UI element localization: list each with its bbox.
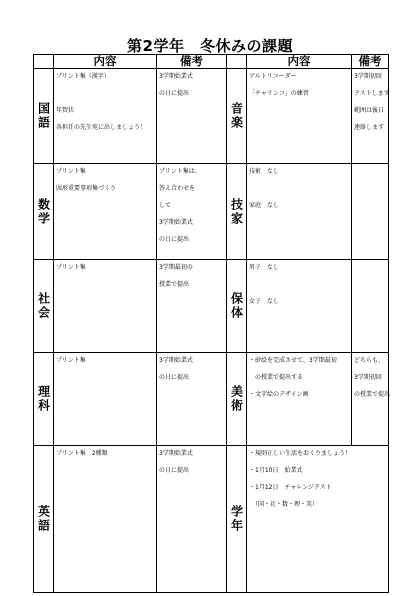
table-row xyxy=(34,260,389,353)
notes-line: の授業で提出 xyxy=(354,391,391,398)
subject-char: 学年 xyxy=(229,505,244,533)
notes-line: の日に提出 xyxy=(159,374,190,381)
notes-cell xyxy=(352,353,389,446)
subject-char: 技家 xyxy=(229,197,244,226)
content-line: 男子 なし xyxy=(249,264,280,271)
subject-char: 保体 xyxy=(229,292,244,320)
subject-cell xyxy=(34,69,54,164)
page-title: 第2学年 冬休みの課題 xyxy=(127,37,293,55)
notes-line: プリント集は、 xyxy=(159,168,201,175)
notes-line: して xyxy=(159,202,172,209)
notes-line: 授業で提出 xyxy=(159,281,190,288)
notes-cell xyxy=(157,260,227,353)
content-line xyxy=(247,181,351,198)
notes-line: 範囲は後日 xyxy=(354,107,385,114)
content-line: 家庭 なし xyxy=(249,202,280,209)
subject-cell xyxy=(227,446,247,593)
notes-cell xyxy=(157,446,227,593)
subject-char: 数学 xyxy=(36,197,51,226)
content-line: ・1月12日 チャレンジテスト xyxy=(249,484,332,491)
subject-cell xyxy=(227,69,247,164)
header-blank-right xyxy=(227,55,247,69)
header-notes-left: 備考 xyxy=(157,55,227,69)
subject-char: 理科 xyxy=(36,385,51,413)
notes-line: 答え合わせを xyxy=(159,185,196,192)
content-line: プリント集 xyxy=(56,264,86,271)
content-cell xyxy=(247,353,352,446)
notes-line: テストします xyxy=(354,90,390,97)
content-cell xyxy=(54,353,157,446)
notes-line: 連絡します xyxy=(354,124,385,131)
header-blank-left xyxy=(34,55,54,69)
header-notes-right: 備考 xyxy=(352,55,389,69)
assignment-table xyxy=(33,54,389,593)
table-row xyxy=(34,164,389,260)
notes-cell xyxy=(157,69,227,164)
notes-line: の日に提出 xyxy=(159,467,190,474)
notes-cell xyxy=(352,260,389,353)
content-line: （国・社・数・理・英） xyxy=(249,501,319,508)
notes-line: 3学期始業式 xyxy=(159,450,193,457)
subject-char: 国語 xyxy=(36,102,51,130)
notes-line: 3学期最初の xyxy=(159,264,193,271)
subject-cell xyxy=(34,260,54,353)
table-row xyxy=(34,446,389,593)
content-line: プリント集 2種類 xyxy=(56,450,108,457)
content-line: プリント集 xyxy=(56,357,86,364)
subject-cell xyxy=(34,353,54,446)
table-row xyxy=(34,69,389,164)
content-line: 技術 なし xyxy=(249,168,280,175)
content-line: ・規則正しい生活をおくりましょう！ xyxy=(249,450,352,457)
content-line: 女子 なし xyxy=(249,298,280,305)
notes-line: 3学期初回 xyxy=(354,374,382,381)
subject-cell xyxy=(34,164,54,260)
notes-cell xyxy=(352,164,389,260)
content-line: プリント集（漢字） xyxy=(56,73,110,80)
content-line: の授業で提出する xyxy=(249,374,304,381)
subject-cell xyxy=(34,446,54,593)
content-line: 年賀状 xyxy=(56,107,75,114)
notes-line: の日に提出 xyxy=(159,90,190,97)
notes-line: どちらも、 xyxy=(354,357,385,364)
content-line: ・砂絵を完成させて、3学期最初 xyxy=(249,357,337,364)
notes-line: 3学期始業式 xyxy=(159,219,193,226)
content-line xyxy=(54,86,156,103)
table-row xyxy=(34,353,389,446)
content-cell xyxy=(54,446,157,593)
content-line: プリント集 xyxy=(56,168,86,175)
subject-cell xyxy=(227,164,247,260)
subject-cell xyxy=(227,260,247,353)
subject-cell xyxy=(227,353,247,446)
content-cell xyxy=(54,260,157,353)
header-row xyxy=(34,55,389,69)
notes-cell xyxy=(157,164,227,260)
content-cell xyxy=(54,69,157,164)
header-content-right: 内容 xyxy=(247,55,352,69)
notes-line: の日に提出 xyxy=(159,236,190,243)
subject-char: 英語 xyxy=(36,505,51,533)
content-cell xyxy=(247,446,389,593)
notes-cell xyxy=(352,69,389,164)
notes-line: 3学期始業式 xyxy=(159,357,193,364)
content-line: 図形重要事項集づくり xyxy=(56,185,117,192)
content-cell xyxy=(247,260,352,353)
content-line: ・1月10日 始業式 xyxy=(249,467,303,474)
content-line xyxy=(247,277,351,294)
content-cell xyxy=(247,69,352,164)
subject-char: 美術 xyxy=(229,385,244,413)
notes-line: 3学期始業式 xyxy=(159,73,193,80)
content-line: 各担任の先生宛に出しましょう！ xyxy=(56,124,147,131)
content-line: 「チャリンコ」の練習 xyxy=(249,90,309,97)
subject-char: 音楽 xyxy=(229,102,244,130)
content-cell xyxy=(247,164,352,260)
content-cell xyxy=(54,164,157,260)
content-line: アルトリコーダー xyxy=(249,73,297,80)
notes-cell xyxy=(157,353,227,446)
notes-line: 3学期初回 xyxy=(354,73,382,80)
subject-char: 社会 xyxy=(36,292,51,320)
header-content-left: 内容 xyxy=(54,55,157,69)
content-line: ・文字絵のデザイン画 xyxy=(249,391,309,398)
